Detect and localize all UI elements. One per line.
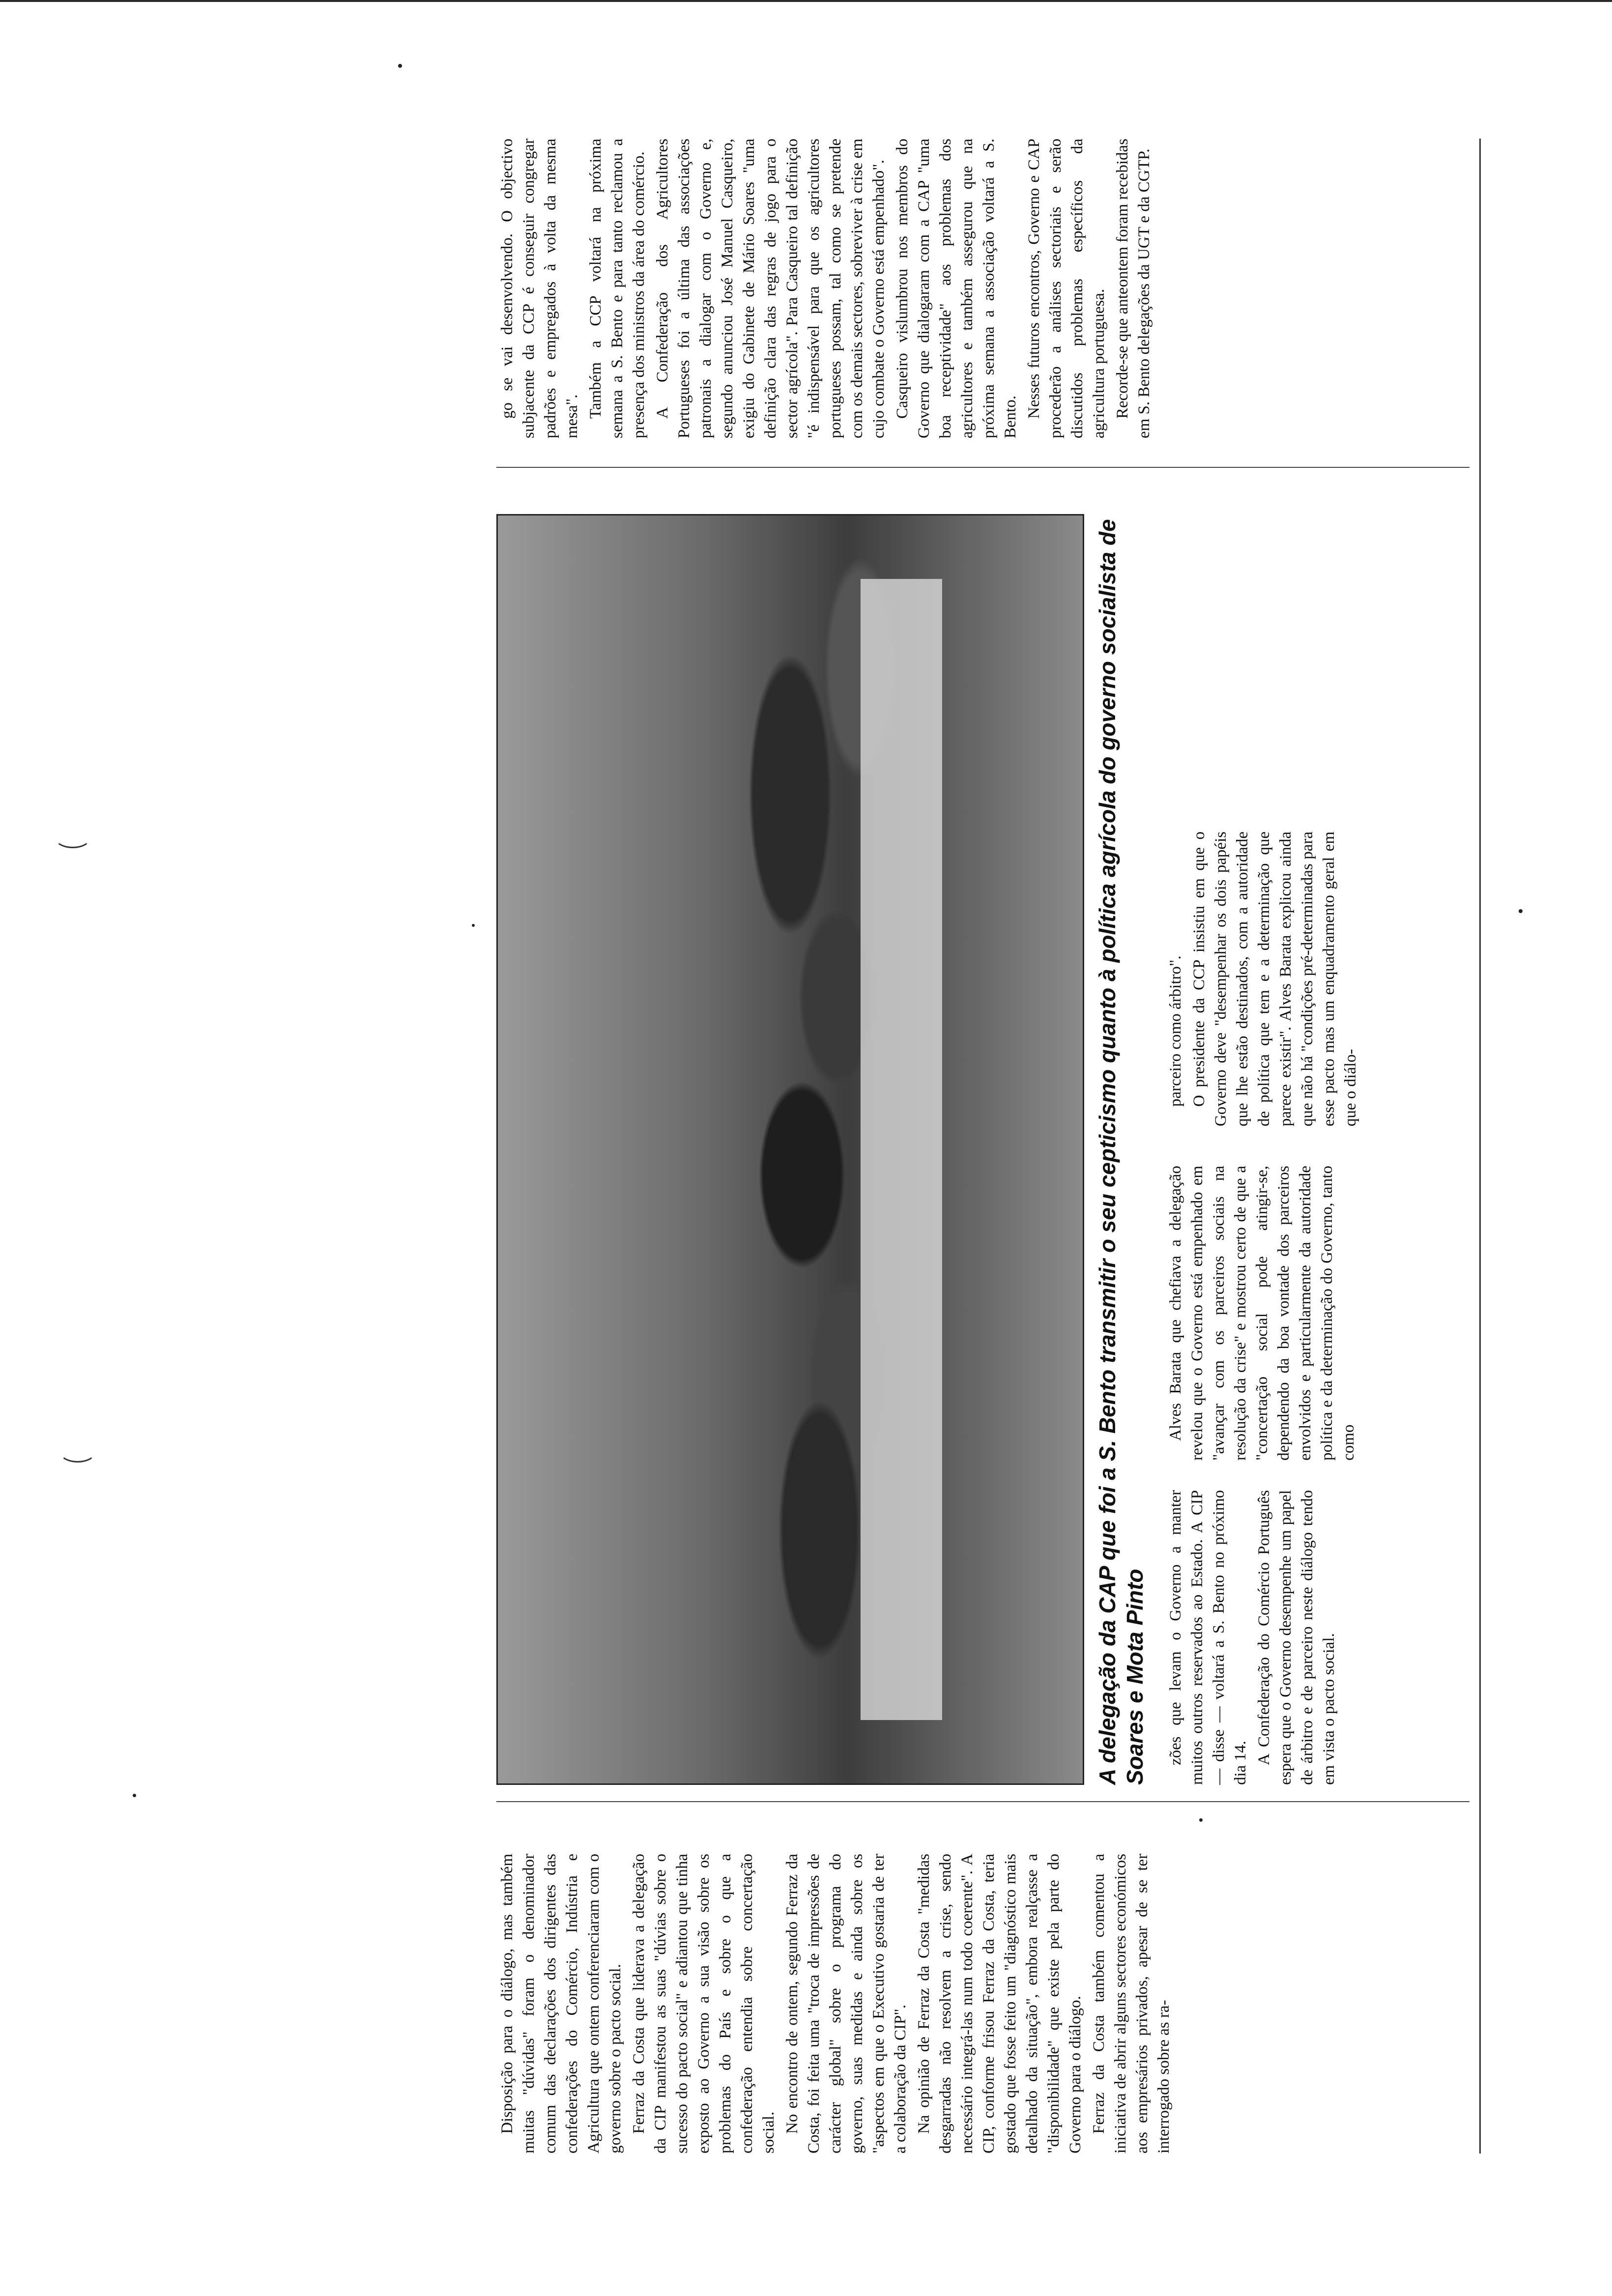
paragraph: Casqueiro vislumbrou nos membros do Governo que dialogaram com a CAP "uma boa receptividade" aos problemas dos agricultores e também assegurou que na próxima semana a associação voltará a S. Bento. — [893, 139, 1019, 438]
article-column-4 — [496, 139, 1157, 438]
article-column-1 — [496, 1854, 1177, 2153]
paragraph: A Confederação dos Agricultores Portugueses foi a última das associações patronais a dialogar com o Governo e, segundo anunciou José Manuel Casqueiro, exigiu do Gabinete de Mário Soares "uma definição clara das regras de jogo para o sector agrícola". Para Casqueiro tal definição "é indispensável para que os agricultores portugueses possam, tal como se pretende com os demais sectores, sobreviver à crise em cujo combate o Governo está empenhado". — [654, 139, 888, 438]
paragraph: go se vai desenvolvendo. O objectivo subjacente da CCP é conseguir congregar padrões e empregados à volta da mesma mesa". — [498, 139, 581, 438]
paragraph: Disposição para o diálogo, mas também muitas "dúvidas" foram o denominador comum das declarações dos dirigentes das confederações do Comércio, Indústria e Agricultura que ontem conferenciaram com o governo sobre o pacto social. — [498, 1854, 624, 2153]
news-photo — [496, 514, 1084, 1785]
paragraph: No encontro de ontem, segundo Ferraz da Costa, foi feita uma "troca de impressões de carácter global" sobre o programa do governo, suas medidas e ainda sobre os "aspectos em que o Executivo gostaria de ter a colaboração da CIP". — [783, 1854, 909, 2153]
paragraph: zões que levam o Governo a manter muitos outros reservados ao Estado. A CIP — disse — voltará a S. Bento no próximo dia 14. — [1167, 1490, 1249, 1785]
paragraph: Também a CCP voltará na próxima semana a S. Bento e para tanto reclamou a presença dos ministros da área do comércio. — [587, 139, 648, 438]
article-subcolumn-2 — [1165, 1166, 1361, 1461]
paragraph: A Confederação do Comércio Português espera que o Governo desempenhe um papel de árbitro e de parceiro neste diálogo tendo em vista o pacto social. — [1255, 1490, 1338, 1785]
column-divider — [496, 467, 1469, 468]
paragraph: O presidente da CCP insistiu em que o Governo deve "desempenhar os dois papéis que lhe estão destinados, com a autoridade de política que tem e a determinação que parece existir". Alves Barata explicou ainda que não há "condições pré-determinadas para esse pacto mas um enquadramento geral em que o diálo- — [1190, 832, 1359, 1126]
bottom-rule — [1479, 139, 1481, 2153]
article-subcolumn-3 — [1165, 832, 1363, 1126]
paragraph: Nesses futuros encontros, Governo e CAP procederão a análises sectoriais e serão discutidos problemas específicos da agricultura portuguesa. — [1025, 139, 1108, 438]
paragraph: Na opinião de Ferraz da Costa "medidas desgarradas não resolvem a crise, sendo necessário integrá-las num todo coerente". A CIP, conforme frisou Ferraz da Costa, teria gostado que fosse feito um "diagnóstico mais detalhado da situação", embora realçasse a "disponibilidade" que existe pela parte do Governo para o diálogo. — [915, 1854, 1084, 2153]
paragraph: parceiro como árbitro". — [1167, 955, 1184, 1107]
column-divider — [496, 1801, 1469, 1802]
article-subcolumn-1 — [1165, 1490, 1342, 1785]
photo-table — [861, 579, 943, 1720]
paragraph: Ferraz da Costa que liderava a delegação da CIP manifestou as suas "dúvias sobre o sucesso do pacto social" e adiantou que tinha exposto ao Governo a sua visão sobre os problemas do País e sobre o que a confederação entendia sobre concertação social. — [630, 1854, 777, 2153]
paragraph: Alves Barata que chefiava a delegação revelou que o Governo está empenhado em "avançar com os parceiros sociais na resolução da crise" e mostrou certo de que a "concertação social pode atingir-se, dependendo da boa vontade dos parceiros envolvidos e particularmente da autoridade política e da determinação do Governo, tanto como — [1167, 1166, 1357, 1461]
photo-caption: A delegação da CAP que foi a S. Bento transmitir o seu cepticismo quanto à política agrícola do governo socialista de Soares e Mota Pinto — [1094, 519, 1148, 1785]
paragraph: Ferraz da Costa também comentou a iniciativa de abrir alguns sectores económicos aos empresários privados, apesar de se ter interrogado sobre as ra- — [1090, 1854, 1173, 2153]
paragraph: Recorde-se que anteontem foram recebidas em S. Bento delegações da UGT e da CGTP. — [1114, 139, 1153, 438]
